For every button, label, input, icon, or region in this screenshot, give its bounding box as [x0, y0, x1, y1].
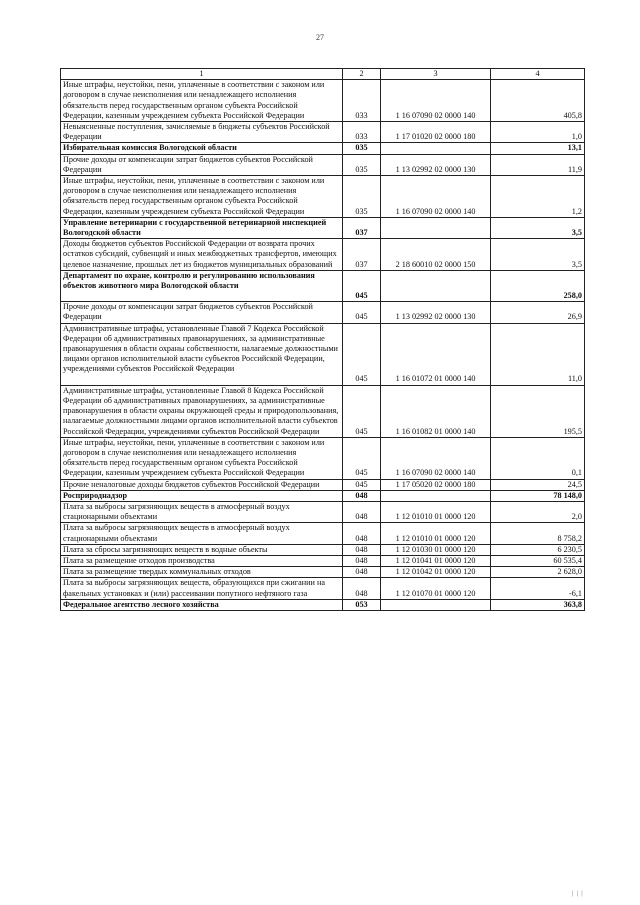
row-name-cell: Прочие доходы от компенсации затрат бюджетов субъектов Российской Федерации [61, 302, 343, 323]
row-admin-code-cell: 048 [343, 490, 381, 501]
table-header-row [61, 69, 585, 80]
table-row [61, 154, 585, 175]
row-revenue-code-cell: 1 16 01082 01 0000 140 [381, 385, 491, 437]
table-section-row [61, 217, 585, 238]
row-admin-code-cell: 053 [343, 599, 381, 610]
row-revenue-code-cell: 1 17 01020 02 0000 180 [381, 122, 491, 143]
row-amount-cell: 405,8 [491, 80, 585, 122]
row-amount-cell: 60 535,4 [491, 555, 585, 566]
row-amount-cell: 2 628,0 [491, 567, 585, 578]
row-name-cell: Доходы бюджетов субъектов Российской Федерации от возврата прочих остатков субсидий, субвенций и иных межбюджетных трансфертов, имеющих целевое назначение, прошлых лет из бюджетов муниципальных образований [61, 239, 343, 271]
header-cell-code: 3 [381, 69, 491, 80]
row-amount-cell: 11,0 [491, 323, 585, 385]
row-revenue-code-cell: 1 16 07090 02 0000 140 [381, 80, 491, 122]
table-row [61, 544, 585, 555]
row-revenue-code-cell [381, 143, 491, 154]
row-name-cell: Плата за выбросы загрязняющих веществ в атмосферный воздух стационарными объектами [61, 523, 343, 544]
row-amount-cell: 13,1 [491, 143, 585, 154]
row-name-cell: Иные штрафы, неустойки, пени, уплаченные в соответствии с законом или договором в случае неисполнения или ненадлежащего исполнения обязательств перед государственным органом субъекта Российской Федерации, казенным учреждением субъекта Российской Федерации [61, 176, 343, 218]
row-name-cell: Плата за размещение отходов производства [61, 555, 343, 566]
row-admin-code-cell: 045 [343, 302, 381, 323]
row-revenue-code-cell [381, 599, 491, 610]
header-cell-admin: 2 [343, 69, 381, 80]
row-amount-cell: 3,5 [491, 217, 585, 238]
row-amount-cell: 11,9 [491, 154, 585, 175]
row-admin-code-cell: 037 [343, 217, 381, 238]
row-admin-code-cell: 048 [343, 555, 381, 566]
row-revenue-code-cell [381, 490, 491, 501]
row-revenue-code-cell: 1 12 01010 01 0000 120 [381, 523, 491, 544]
row-name-cell: Плата за выбросы загрязняющих веществ, образующихся при сжигании на факельных установках и (или) рассеивании попутного нефтяного газа [61, 578, 343, 599]
row-admin-code-cell: 045 [343, 437, 381, 479]
row-amount-cell: 6 230,5 [491, 544, 585, 555]
table-row [61, 323, 585, 385]
row-amount-cell: 1,2 [491, 176, 585, 218]
table-row [61, 385, 585, 437]
row-name-cell: Административные штрафы, установленные Главой 8 Кодекса Российской Федерации об административных правонарушениях, за административные правонарушения в области охраны окружающей среды и природопользования, налагаемые должностными лицами органов исполнительной власти субъектов Российской Федерации, учреждениями субъектов Российской Федерации [61, 385, 343, 437]
row-revenue-code-cell: 1 12 01070 01 0000 120 [381, 578, 491, 599]
revenue-table [60, 68, 585, 611]
row-admin-code-cell: 045 [343, 479, 381, 490]
row-revenue-code-cell: 1 12 01041 01 0000 120 [381, 555, 491, 566]
row-revenue-code-cell: 1 12 01010 01 0000 120 [381, 501, 491, 522]
table-section-row [61, 490, 585, 501]
row-admin-code-cell: 033 [343, 122, 381, 143]
table-row [61, 302, 585, 323]
row-revenue-code-cell: 1 17 05020 02 0000 180 [381, 479, 491, 490]
row-amount-cell: 195,5 [491, 385, 585, 437]
table-row [61, 80, 585, 122]
row-amount-cell: 0,1 [491, 437, 585, 479]
row-revenue-code-cell: 1 12 01042 01 0000 120 [381, 567, 491, 578]
table-row [61, 239, 585, 271]
row-amount-cell: 1,0 [491, 122, 585, 143]
table-row [61, 578, 585, 599]
table-row [61, 523, 585, 544]
table-row [61, 437, 585, 479]
row-amount-cell: 24,5 [491, 479, 585, 490]
table-row [61, 501, 585, 522]
row-admin-code-cell: 048 [343, 578, 381, 599]
row-amount-cell: 363,8 [491, 599, 585, 610]
row-admin-code-cell: 037 [343, 239, 381, 271]
header-cell-name: 1 [61, 69, 343, 80]
row-name-cell: Прочие доходы от компенсации затрат бюджетов субъектов Российской Федерации [61, 154, 343, 175]
row-amount-cell: 26,9 [491, 302, 585, 323]
row-name-cell: Росприроднадзор [61, 490, 343, 501]
row-admin-code-cell: 048 [343, 523, 381, 544]
row-name-cell: Управление ветеринарии с государственной ветеринарной инспекцией Вологодской области [61, 217, 343, 238]
row-amount-cell: 8 758,2 [491, 523, 585, 544]
row-name-cell: Иные штрафы, неустойки, пени, уплаченные в соответствии с законом или договором в случае неисполнения или ненадлежащего исполнения обязательств перед государственным органом субъекта Российской Федерации, казенным учреждением субъекта Российской Федерации [61, 80, 343, 122]
row-amount-cell: 2,0 [491, 501, 585, 522]
row-name-cell: Плата за размещение твердых коммунальных отходов [61, 567, 343, 578]
corner-mark: | | | [572, 891, 584, 897]
row-name-cell: Административные штрафы, установленные Главой 7 Кодекса Российской Федерации об административных правонарушениях, за административные правонарушения в области охраны собственности, налагаемые должностными лицами органов исполнительной власти субъектов Российской Федерации, учреждениями субъектов Российской Федерации [61, 323, 343, 385]
table-section-row [61, 143, 585, 154]
row-revenue-code-cell: 1 16 07090 02 0000 140 [381, 176, 491, 218]
row-admin-code-cell: 035 [343, 143, 381, 154]
header-cell-amount: 4 [491, 69, 585, 80]
row-revenue-code-cell: 2 18 60010 02 0000 150 [381, 239, 491, 271]
row-revenue-code-cell: 1 13 02992 02 0000 130 [381, 154, 491, 175]
row-admin-code-cell: 045 [343, 323, 381, 385]
row-name-cell: Федеральное агентство лесного хозяйства [61, 599, 343, 610]
table-row [61, 176, 585, 218]
row-revenue-code-cell: 1 16 01072 01 0000 140 [381, 323, 491, 385]
table-row [61, 122, 585, 143]
table-row [61, 567, 585, 578]
table-section-row [61, 599, 585, 610]
row-admin-code-cell: 048 [343, 544, 381, 555]
row-admin-code-cell: 048 [343, 501, 381, 522]
row-admin-code-cell: 035 [343, 154, 381, 175]
row-admin-code-cell: 035 [343, 176, 381, 218]
row-revenue-code-cell: 1 12 01030 01 0000 120 [381, 544, 491, 555]
row-name-cell: Невыясненные поступления, зачисляемые в бюджеты субъектов Российской Федерации [61, 122, 343, 143]
row-name-cell: Иные штрафы, неустойки, пени, уплаченные в соответствии с законом или договором в случае неисполнения или ненадлежащего исполнения обязательств перед государственным органом субъекта Российской Федерации, казенным учреждением субъекта Российской Федерации [61, 437, 343, 479]
row-admin-code-cell: 033 [343, 80, 381, 122]
row-revenue-code-cell [381, 270, 491, 301]
row-revenue-code-cell: 1 13 02992 02 0000 130 [381, 302, 491, 323]
row-amount-cell: 258,0 [491, 270, 585, 301]
table-section-row [61, 270, 585, 301]
row-amount-cell: -6,1 [491, 578, 585, 599]
row-amount-cell: 3,5 [491, 239, 585, 271]
row-admin-code-cell: 045 [343, 270, 381, 301]
row-name-cell: Департамент по охране, контролю и регулированию использования объектов животного мира Вологодской области [61, 270, 343, 301]
row-admin-code-cell: 048 [343, 567, 381, 578]
row-name-cell: Прочие неналоговые доходы бюджетов субъектов Российской Федерации [61, 479, 343, 490]
row-revenue-code-cell [381, 217, 491, 238]
row-name-cell: Плата за сбросы загрязняющих веществ в водные объекты [61, 544, 343, 555]
row-revenue-code-cell: 1 16 07090 02 0000 140 [381, 437, 491, 479]
row-name-cell: Избирательная комиссия Вологодской области [61, 143, 343, 154]
table-row [61, 555, 585, 566]
row-amount-cell: 78 148,0 [491, 490, 585, 501]
row-admin-code-cell: 045 [343, 385, 381, 437]
table-row [61, 479, 585, 490]
row-name-cell: Плата за выбросы загрязняющих веществ в атмосферный воздух стационарными объектами [61, 501, 343, 522]
page-number: 27 [316, 33, 324, 42]
